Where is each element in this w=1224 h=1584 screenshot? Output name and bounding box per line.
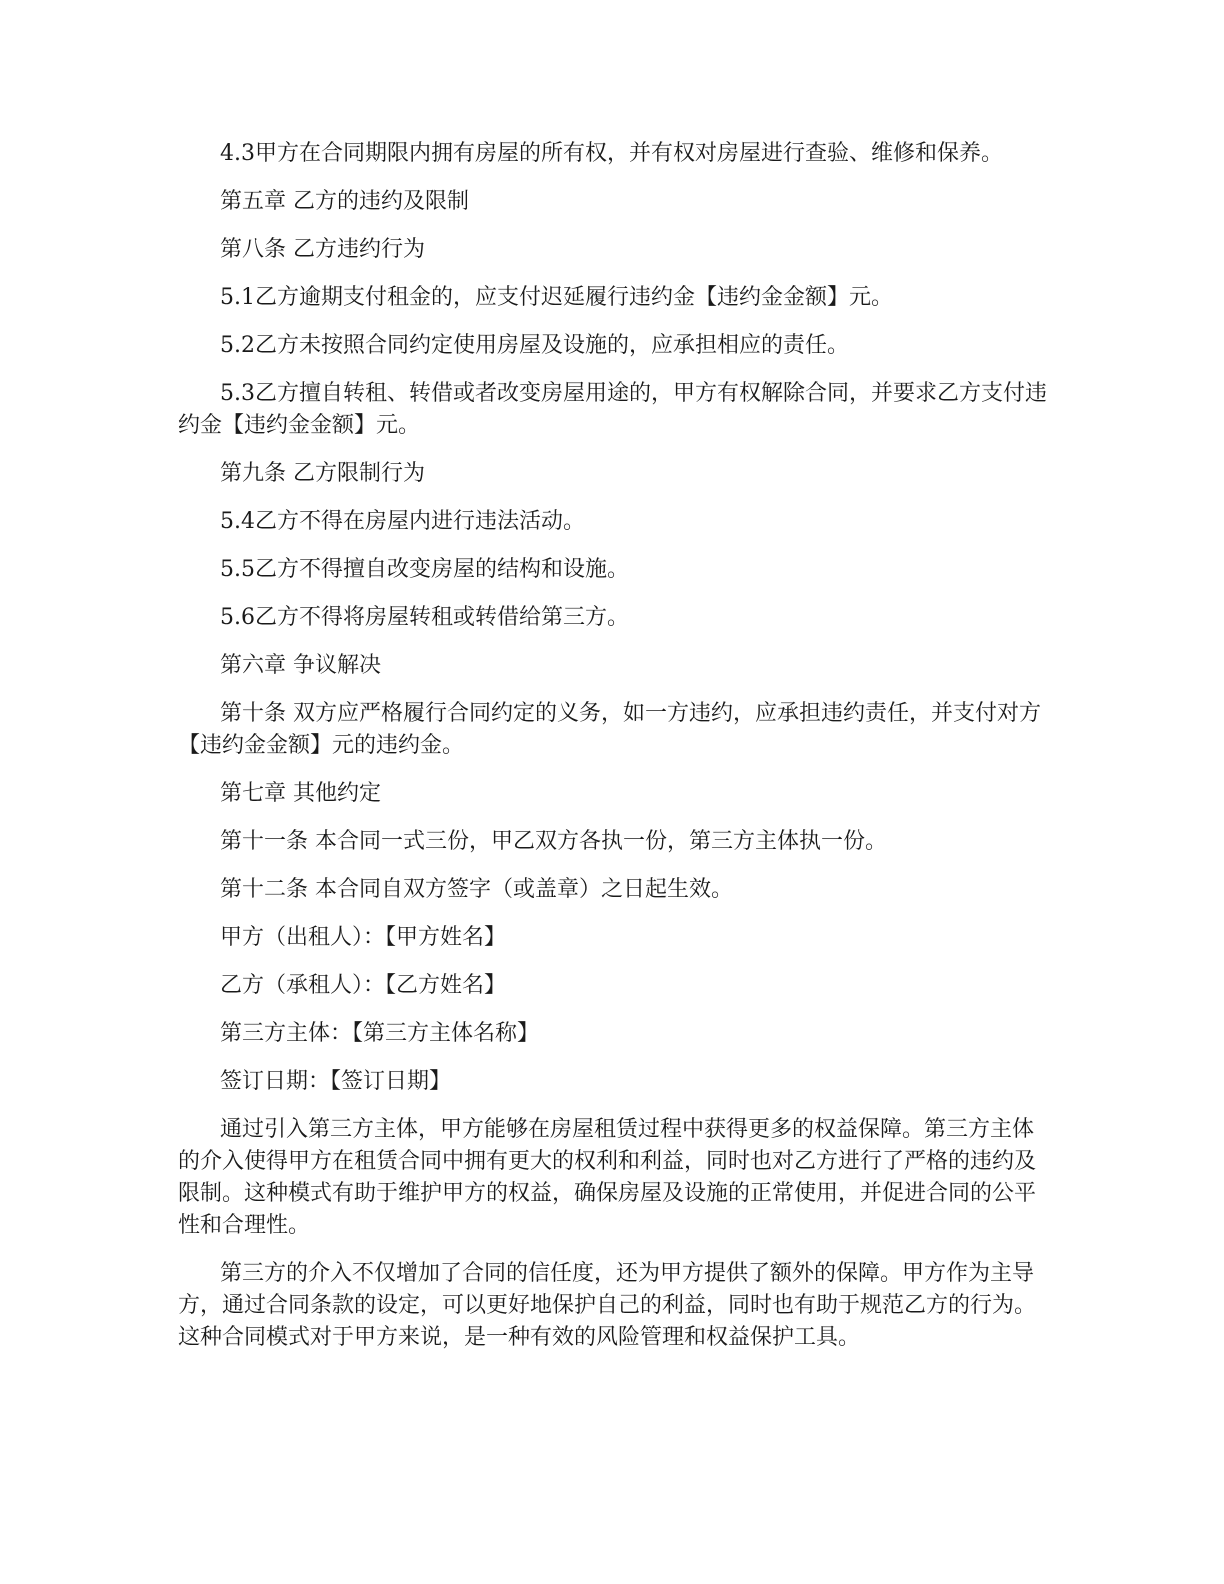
clause-5-2: 5.2乙方未按照合同约定使用房屋及设施的，应承担相应的责任。 bbox=[220, 333, 849, 358]
article-11: 第十一条 本合同一式三份，甲乙双方各执一份，第三方主体执一份。 bbox=[220, 829, 887, 854]
party-a-signature-line: 甲方（出租人）：【甲方姓名】 bbox=[220, 925, 507, 950]
clause-4-3: 4.3甲方在合同期限内拥有房屋的所有权，并有权对房屋进行查验、维修和保养。 bbox=[220, 141, 1003, 166]
article-10: 第十条 双方应严格履行合同约定的义务，如一方违约，应承担违约责任，并支付对方【违约金金额】元的违约金。 bbox=[178, 701, 1041, 758]
summary-paragraph-2: 第三方的介入不仅增加了合同的信任度，还为甲方提供了额外的保障。甲方作为主导方，通过合同条款的设定，可以更好地保护自己的利益，同时也有助于规范乙方的行为。这种合同模式对于甲方来说，是一种有效的风险管理和权益保护工具。 bbox=[178, 1261, 1037, 1350]
clause-5-5: 5.5乙方不得擅自改变房屋的结构和设施。 bbox=[220, 557, 629, 582]
third-party-line: 第三方主体：【第三方主体名称】 bbox=[220, 1021, 540, 1046]
clause-5-3: 5.3乙方擅自转租、转借或者改变房屋用途的，甲方有权解除合同，并要求乙方支付违约金【违约金金额】元。 bbox=[178, 381, 1047, 438]
article-8-heading: 第八条 乙方违约行为 bbox=[220, 237, 425, 262]
chapter-5-heading: 第五章 乙方的违约及限制 bbox=[220, 189, 469, 214]
clause-5-6: 5.6乙方不得将房屋转租或转借给第三方。 bbox=[220, 605, 629, 630]
clause-5-1: 5.1乙方逾期支付租金的，应支付迟延履行违约金【违约金金额】元。 bbox=[220, 285, 893, 310]
clause-5-4: 5.4乙方不得在房屋内进行违法活动。 bbox=[220, 509, 585, 534]
article-12: 第十二条 本合同自双方签字（或盖章）之日起生效。 bbox=[220, 877, 733, 902]
signing-date-line: 签订日期：【签订日期】 bbox=[220, 1069, 452, 1094]
summary-paragraph-1: 通过引入第三方主体，甲方能够在房屋租赁过程中获得更多的权益保障。第三方主体的介入使得甲方在租赁合同中拥有更大的权利和利益，同时也对乙方进行了严格的违约及限制。这种模式有助于维护甲方的权益，确保房屋及设施的正常使用，并促进合同的公平性和合理性。 bbox=[178, 1117, 1037, 1238]
chapter-6-heading: 第六章 争议解决 bbox=[220, 653, 381, 678]
chapter-7-heading: 第七章 其他约定 bbox=[220, 781, 381, 806]
party-b-signature-line: 乙方（承租人）：【乙方姓名】 bbox=[220, 973, 507, 998]
document-body bbox=[178, 138, 1048, 1370]
article-9-heading: 第九条 乙方限制行为 bbox=[220, 461, 425, 486]
